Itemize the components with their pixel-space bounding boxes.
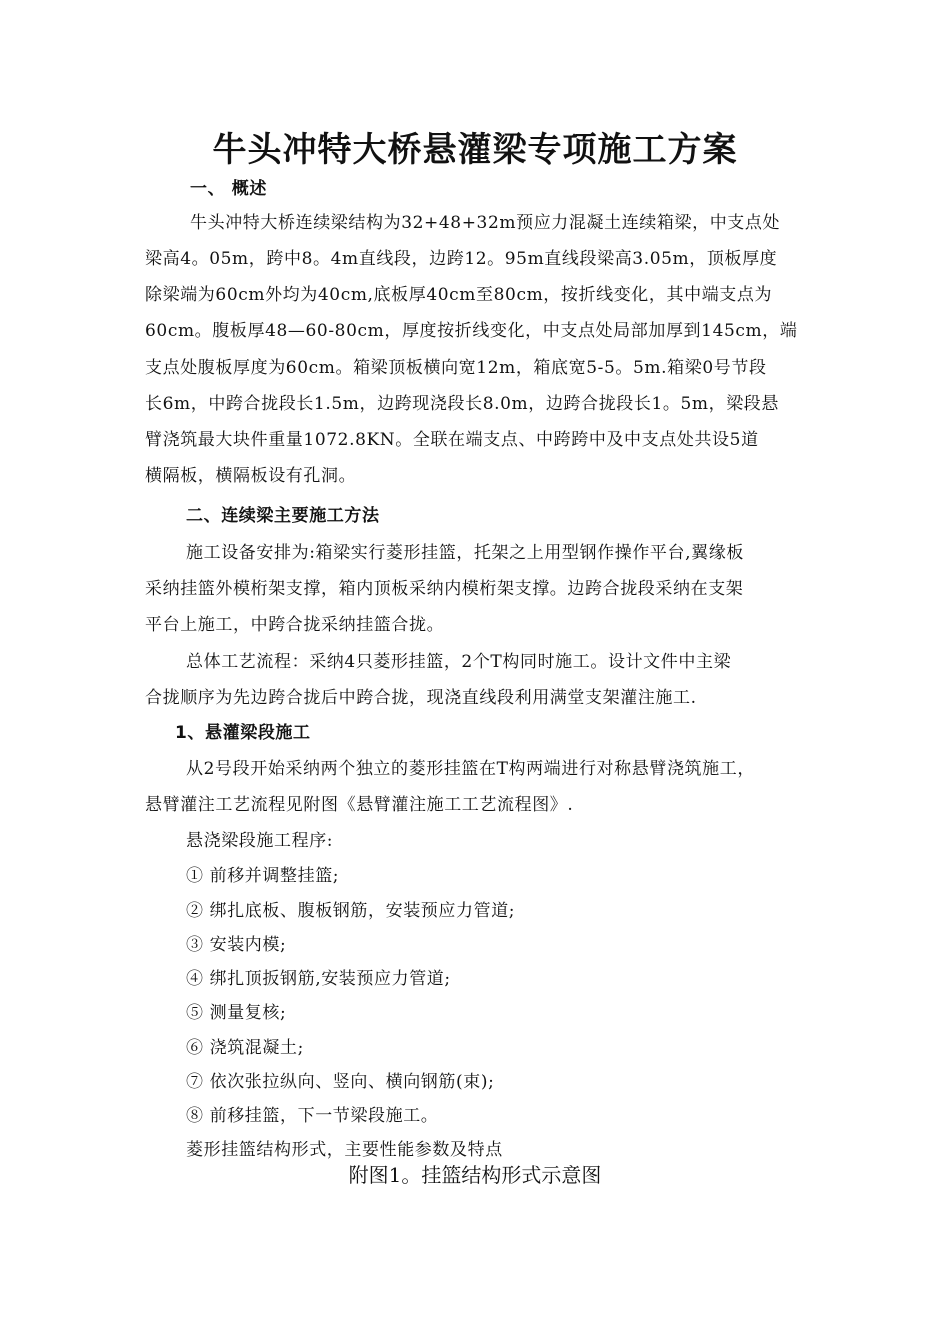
- procedure-step: ⑦ 依次张拉纵向、竖向、横向钢筋(束);: [186, 1072, 495, 1092]
- procedure-step: ⑧ 前移挂篮，下一节梁段施工。: [186, 1106, 439, 1126]
- section-heading-methods: 二、连续梁主要施工方法: [186, 506, 380, 526]
- procedure-step: ④ 绑扎顶扳钢筋,安装预应力管道;: [186, 969, 451, 989]
- subsection-heading: 1、悬灌梁段施工: [175, 723, 311, 743]
- paragraph-line: 横隔板，横隔板设有孔洞。: [145, 466, 357, 486]
- paragraph-line: 除梁端为60cm外均为40cm,底板厚40cm至80cm，按折线变化，其中端支点为: [145, 285, 773, 305]
- structure-description: 菱形挂篮结构形式，主要性能参数及特点: [186, 1140, 503, 1160]
- procedure-title: 悬浇梁段施工程序:: [186, 831, 334, 851]
- paragraph-line: 施工设备安排为:箱梁实行菱形挂篮，托架之上用型钢作操作平台,翼缘板: [186, 543, 744, 563]
- paragraph-line: 60cm。腹板厚48—60-80cm，厚度按折线变化，中支点处局部加厚到145cm，端: [145, 321, 798, 341]
- paragraph-line: 从2号段开始采纳两个独立的菱形挂篮在T构两端进行对称悬臂浇筑施工，: [186, 759, 755, 779]
- paragraph-line: 支点处腹板厚度为60cm。箱梁顶板横向宽12m，箱底宽5-5。5m.箱梁0号节段: [145, 358, 767, 378]
- procedure-step: ③ 安装内模;: [186, 935, 287, 955]
- paragraph-line: 臂浇筑最大块件重量1072.8KN。全联在端支点、中跨跨中及中支点处共设5道: [145, 430, 759, 450]
- figure-caption: 附图1。挂篮结构形式示意图: [348, 1163, 602, 1187]
- paragraph-line: 采纳挂篮外模桁架支撑，箱内顶板采纳内模桁架支撑。边跨合拢段采纳在支架: [145, 579, 744, 599]
- procedure-step: ② 绑扎底板、腹板钢筋，安装预应力管道;: [186, 901, 516, 921]
- paragraph-line: 平台上施工，中跨合拢采纳挂篮合拢。: [145, 615, 445, 635]
- paragraph-line: 牛头冲特大桥连续梁结构为32+48+32m预应力混凝土连续箱梁，中支点处: [190, 213, 781, 233]
- procedure-step: ⑥ 浇筑混凝土;: [186, 1038, 304, 1058]
- paragraph-line: 梁高4。05m，跨中8。4m直线段，边跨12。95m直线段梁高3.05m，顶板厚度: [145, 249, 778, 269]
- procedure-step: ⑤ 测量复核;: [186, 1003, 287, 1023]
- document-title: 牛头冲特大桥悬灌梁专项施工方案: [212, 130, 738, 170]
- paragraph-line: 长6m，中跨合拢段长1.5m，边跨现浇段长8.0m，边跨合拢段长1。5m，梁段悬: [145, 394, 779, 414]
- paragraph-line: 总体工艺流程：采纳4只菱形挂篮，2个T构同时施工。设计文件中主梁: [186, 652, 732, 672]
- paragraph-line: 合拢顺序为先边跨合拢后中跨合拢，现浇直线段利用满堂支架灌注施工.: [145, 688, 697, 708]
- paragraph-line: 悬臂灌注工艺流程见附图《悬臂灌注施工工艺流程图》.: [145, 795, 574, 815]
- procedure-step: ① 前移并调整挂篮;: [186, 866, 340, 886]
- section-heading-overview: 一、 概述: [190, 179, 267, 199]
